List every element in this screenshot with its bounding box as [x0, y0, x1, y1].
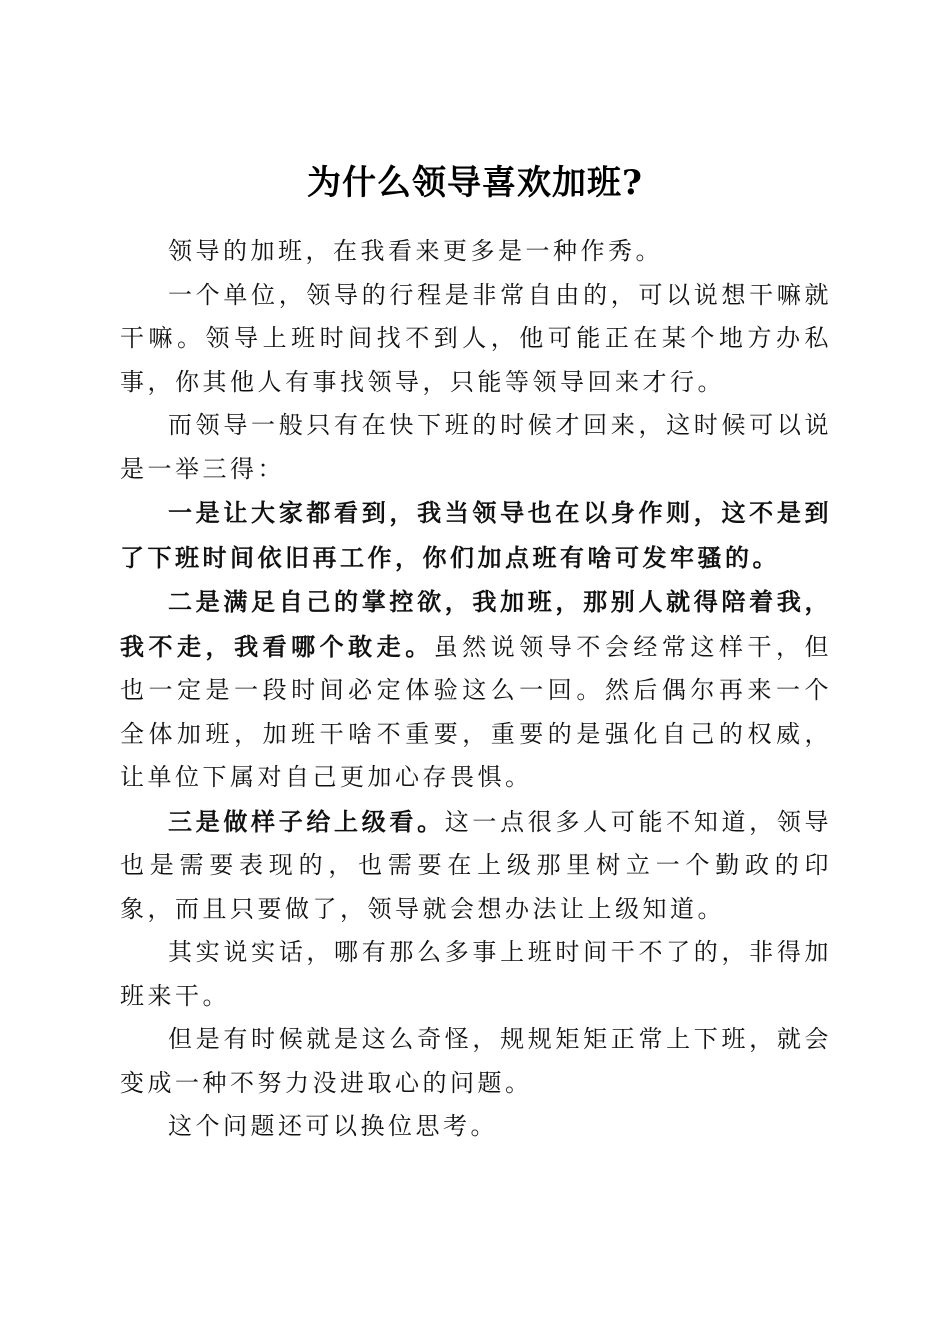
paragraph-6	[120, 800, 832, 932]
paragraph-emphasis: 一是让大家都看到，我当领导也在以身作则，这不是到了下班时间依旧再工作，你们加点班有啥可发牢骚的。	[120, 498, 832, 572]
paragraph-text: 但是有时候就是这么奇怪，规规矩矩正常上下班，就会变成一种不努力没进取心的问题。	[120, 1025, 832, 1097]
paragraph-text: 这个问题还可以换位思考。	[168, 1112, 498, 1140]
paragraph-2	[120, 274, 832, 405]
paragraph-text: 其实说实话，哪有那么多事上班时间干不了的，非得加班来干。	[120, 938, 832, 1010]
paragraph-4	[120, 491, 832, 580]
document-body	[120, 230, 832, 1149]
paragraph-emphasis: 三是做样子给上级看。	[168, 806, 445, 836]
paragraph-8	[120, 1018, 832, 1105]
paragraph-text: 一个单位，领导的行程是非常自由的，可以说想干嘛就干嘛。领导上班时间找不到人，他可能正在某个地方办私事，你其他人有事找领导，只能等领导回来才行。	[120, 280, 832, 396]
paragraph-1	[120, 230, 832, 274]
paragraph-9	[120, 1105, 832, 1149]
paragraph-emphasis: 二是满足自己的掌控欲，我加班，那别人就得陪着我，我不走，我看哪个敢走。	[120, 587, 832, 661]
paragraph-text: 领导的加班，在我看来更多是一种作秀。	[168, 237, 663, 265]
paragraph-text: 这一点很多人可能不知道，领导也是需要表现的，也需要在上级那里树立一个勤政的印象，而且只要做了，领导就会想办法让上级知道。	[120, 807, 833, 923]
paragraph-5	[120, 580, 832, 800]
paragraph-3	[120, 404, 832, 491]
document-title: 为什么领导喜欢加班?	[307, 162, 643, 203]
paragraph-text: 而领导一般只有在快下班的时候才回来，这时候可以说是一举三得：	[120, 411, 832, 483]
paragraph-7	[120, 931, 832, 1018]
paragraph-text: 虽然说领导不会经常这样干，但也一定是一段时间必定体验这么一回。然后偶尔再来一个全体加班，加班干啥不重要，重要的是强化自己的权威，让单位下属对自己更加心存畏惧。	[120, 632, 833, 791]
